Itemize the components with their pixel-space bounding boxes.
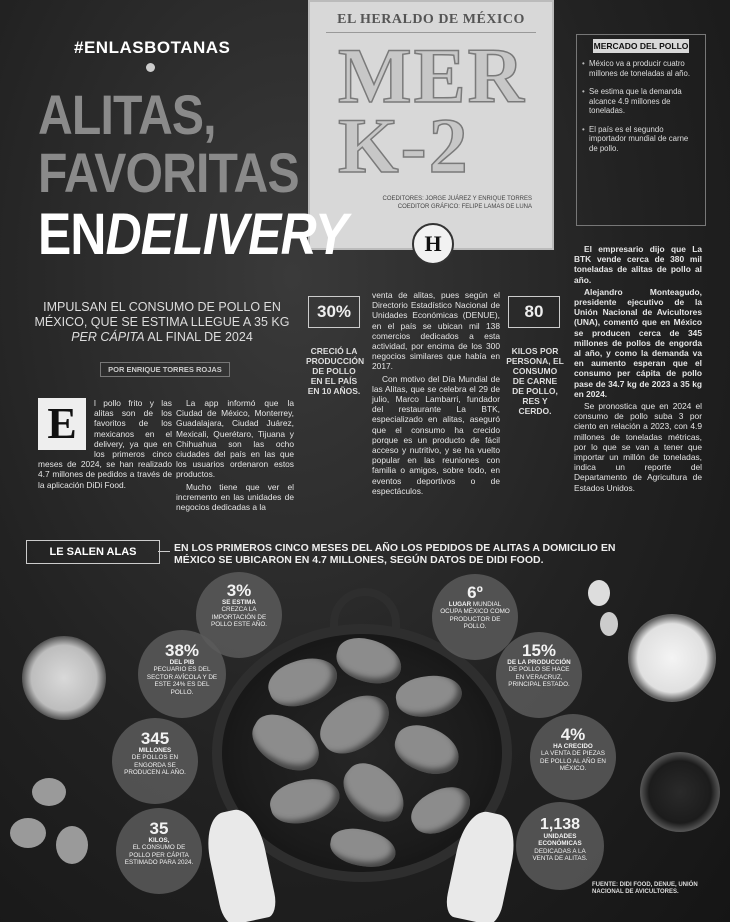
sidebar-item: • El país es el segundo importador mundial de carne de pollo. — [589, 125, 699, 154]
heraldo-logo: H — [412, 223, 454, 265]
drop-cap: E — [38, 398, 86, 450]
hashtag: #ENLASBOTANAS — [74, 38, 231, 57]
graphic-source: FUENTE: DIDI FOOD, DENUE, UNIÓN NACIONAL DE AVICULTORES. — [592, 882, 698, 895]
headline-delivery: DELIVERY — [105, 202, 348, 267]
headline-en: EN — [38, 202, 106, 267]
sidebar-item: • México va a producir cuatro millones de toneladas al año. — [589, 59, 699, 78]
stat-circle-15: 15% DE LA PRODUCCIÓN DE POLLO SE HACE EN VERACRUZ, PRINCIPAL ESTADO. — [496, 632, 582, 718]
stat-circle-pib: 38% DEL PIB PECUARIO ES DEL SECTOR AVÍCOLA Y DE ESTE 24% ES DEL POLLO. — [138, 630, 226, 718]
stat-circle-35: 35 KILOS, EL CONSUMO DE POLLO PER CÁPITA ESTIMADO PARA 2024. — [116, 808, 202, 894]
garlic-clove — [588, 580, 610, 606]
egg — [10, 818, 46, 848]
market-sidebar — [576, 34, 706, 226]
sidebar-head: MERCADO DEL POLLO — [593, 41, 689, 51]
article-col2: La app informó que la Ciudad de México, Monterrey, Guadalajara, Ciudad Juárez, Mexicali, Querétaro, Tijuana y Chihuahua son las ocho ciudades del país en las que los usuarios ordenaron estos productos. Mucho tiene que ver el incremento en las unidades de negocios dedicadas a la — [176, 398, 294, 513]
article-col3: venta de alitas, pues según el Directorio Estadístico Nacional de Unidades Económicas (DENUE), en el país se ubican mil 138 comercios dedicados a esta actividad, por encima de los 300 negocios similares que había en 2017. Con motivo del Día Mundial de las Alitas, que se celebra el 29 de julio, Marco Lambarri, fundador del restaurante La BTK, especializado en alitas, aseguró que el consumo ha crecido porque es un producto de fácil acceso y nutritivo, y se ha vuelto popular en las reuniones con familia o amigos, sobre todo, en eventos deportivos o de espectáculos. — [372, 290, 500, 496]
stat-30-box: 30% — [308, 296, 360, 328]
stat-circle-4: 4% HA CRECIDO LA VENTA DE PIEZAS DE POLLO AL AÑO EN MÉXICO. — [530, 714, 616, 800]
headline-line3 — [38, 202, 348, 267]
dip-bowl-right — [628, 614, 716, 702]
stat-circle-6th: 6º LUGAR MUNDIAL OCUPA MÉXICO COMO PRODUCTOR DE POLLO. — [432, 574, 518, 660]
stat-circle-import: 3% SE ESTIMA CREZCA LA IMPORTACIÓN DE POLLO ESTE AÑO. — [196, 572, 282, 658]
stat-80-box: 80 — [508, 296, 560, 328]
dip-bowl-left — [22, 636, 106, 720]
graphic-label: LE SALEN ALAS — [26, 540, 160, 564]
graphic-kicker: EN LOS PRIMEROS CINCO MESES DEL AÑO LOS PEDIDOS DE ALITAS A DOMICILIO EN MÉXICO SE UBICARON EN 4.7 MILLONES, SEGÚN DATOS DE DIDI FOOD. — [174, 542, 616, 566]
article-col1: l pollo frito y las alitas son de los favoritos de los mexicanos en el delivery, ya que en los primeros cinco meses de 2024, se han realizado 4.7 millones de pedidos a través de la aplicación DiDi Food. — [38, 398, 172, 490]
byline: POR ENRIQUE TORRES ROJAS — [100, 362, 230, 377]
stat-circle-345: 345 MILLONES DE POLLOS EN ENGORDA SE PRODUCEN AL AÑO. — [112, 718, 198, 804]
stat-30-note: CRECIÓ LA PRODUCCIÓN DE POLLO EN EL PAÍS EN 10 AÑOS. — [306, 346, 365, 396]
stat-80-note: KILOS POR PERSONA, EL CONSUMO DE CARNE DE POLLO, RES Y CERDO. — [506, 346, 564, 416]
section-title-line2: K-2 — [338, 102, 470, 189]
garlic-clove — [600, 612, 618, 636]
egg — [56, 826, 88, 864]
subheadline: IMPULSAN EL CONSUMO DE POLLO EN MÉXICO, QUE SE ESTIMA LLEGUE A 35 KG PER CÁPITA AL FINAL DE 2024 — [34, 300, 290, 344]
pan-handle — [330, 588, 400, 628]
newspaper-name: EL HERALDO DE MÉXICO — [337, 12, 525, 27]
egg — [32, 778, 66, 806]
headline-line1: ALITAS, — [38, 83, 216, 146]
decor-dot — [146, 63, 155, 72]
headline-line2: FAVORITAS — [38, 141, 299, 204]
article-col4: El empresario dijo que La BTK vende cerca de 380 mil toneladas de alitas de pollo al año. Alejandro Monteagudo, presidente ejecutivo de la Unión Nacional de Avicultores (UNA), comentó que en México se producen cerca de 345 millones de pollos de engorda al año, y como la demanda va en aumento esperan que el consumo per cápita de pollo pase de 34.7 kg de 2023 a 35 kg en 2024. Se pronostica que en 2024 el consumo de pollo suba 3 por ciento en relación a 2023, con 4.9 millones de toneladas métricas, por lo que se van a tener que importar un millón de toneladas, indica un reporte del Departamento de Agricultura de Estados Unidos. — [574, 244, 702, 493]
stat-circle-1138: 1,138 UNIDADES ECONÓMICAS DEDICADAS A LA VENTA DE ALITAS. — [516, 802, 604, 890]
credit-graphic: COEDITOR GRÁFICO: FELIPE LAMAS DE LUNA — [397, 204, 532, 210]
credit-coeditors: COEDITORES: JORGE JUÁREZ Y ENRIQUE TORRES — [382, 196, 532, 202]
sidebar-item: • Se estima que la demanda alcance 4.9 millones de toneladas. — [589, 87, 699, 116]
sauce-bowl — [640, 752, 720, 832]
section-title-line1: MER — [338, 32, 526, 119]
